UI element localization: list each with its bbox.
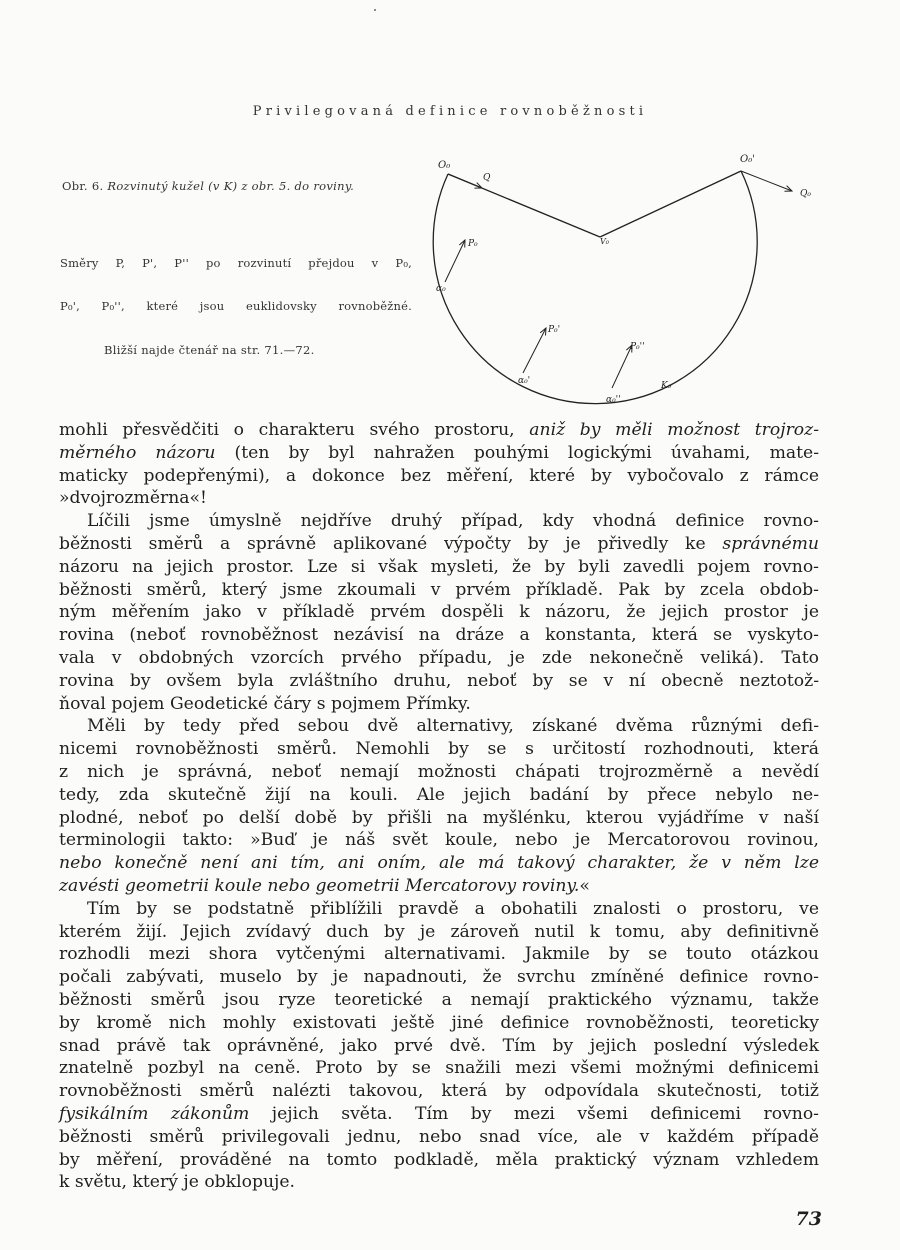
text-segment: počali zabývati, muselo by je napadnouti, že svrchu zmíněné definice rovno- [59, 967, 819, 988]
text-segment: rovnoběžnosti směrů nalézti takovou, která by odpovídala skutečnosti, totiž [59, 1081, 819, 1102]
text-segment: rozhodli mezi shora vytčenými alternativami. Jakmile by se touto otázkou [59, 944, 819, 965]
running-head: Privilegovaná definice rovnoběžnosti [252, 104, 648, 119]
label-q: Q [483, 173, 491, 183]
text-segment: běžnosti směrů, který jsme zkoumali v prvém příkladě. Pak by zcela obdob- [59, 579, 819, 600]
text-segment: (ten by byl nahražen pouhými logickými úvahami, mate- [215, 442, 820, 463]
label-p0-prime: P₀' [548, 325, 561, 335]
text-segment: plodné, neboť po delší době by přišli na myšlénku, kterou vyjádříme v naší [59, 807, 819, 828]
text-line [59, 465, 819, 488]
figure-caption-line-2: P₀', P₀'', které jsou euklidovsky rovnoběžné. [60, 299, 412, 313]
text-segment: Měli by tedy před sebou dvě alternativy, získané dvěma různými defi- [87, 716, 819, 737]
text-line [59, 761, 819, 784]
figure-caption-note: Bližší najde čtenář na str. 71.—72. [104, 343, 315, 357]
figure-caption-line-1: Směry P, P', P'' po rozvinutí přejdou v P₀, [60, 256, 412, 270]
text-line [59, 510, 819, 533]
figure-number: Obr. 6. [62, 179, 108, 193]
text-segment: názoru na jejich prostor. Lze si však mysleti, že by byli zavedli pojem rovno- [59, 556, 819, 577]
text-line [59, 807, 819, 830]
italic-text: správnému [722, 533, 819, 554]
text-line [59, 693, 819, 716]
text-line [59, 898, 819, 921]
text-segment: Líčili jsme úmyslně nejdříve druhý případ, kdy vhodná definice rovno- [87, 511, 819, 532]
text-segment: rovina (neboť rovnoběžnost nezávisí na dráze a konstanta, která se vyskyto- [59, 625, 819, 646]
text-segment: by kromě nich mohly existovati ještě jiné definice rovnoběžnosti, teoreticky [59, 1012, 819, 1033]
text-line [59, 1012, 819, 1035]
body-text [59, 419, 819, 1194]
text-line [59, 601, 819, 624]
label-p0-double-prime: P₀'' [630, 342, 645, 352]
label-alpha0: α₀ [436, 284, 446, 294]
text-segment: terminologii takto: »Buď je náš svět koule, nebo je Mercatorovou rovinou, [59, 830, 819, 851]
text-segment: kterém žijí. Jejich zvídavý duch by je zároveň nutil k tomu, aby definitivně [59, 921, 819, 942]
text-segment: ňoval pojem Geodetické čáry s pojmem Přímky. [59, 693, 471, 714]
text-segment: ným měřením jako v příkladě prvém dospěli k názoru, že jejich prostor je [59, 602, 819, 623]
label-alpha0-prime: α₀' [518, 376, 531, 386]
text-line [59, 1103, 819, 1126]
text-line [59, 738, 819, 761]
italic-text: nebo konečně není ani tím, ani oním, ale má takový charakter, že v něm lze [59, 853, 819, 874]
text-line [59, 556, 819, 579]
direction-q-arrow [448, 174, 482, 188]
text-segment: maticky podepřenými), a dokonce bez měření, které by vybočovalo z rámce [59, 465, 819, 486]
text-segment: k světu, který je obklopuje. [59, 1172, 295, 1193]
label-alpha0-double-prime: α₀'' [606, 395, 621, 405]
text-segment: nicemi rovnoběžnosti směrů. Nemohli by se s určitostí rozhodnouti, která [59, 739, 819, 760]
direction-p0-arrow [445, 240, 465, 282]
text-line [59, 875, 819, 898]
text-line [59, 647, 819, 670]
label-q0: Q₀ [800, 189, 811, 199]
text-segment: běžnosti směrů jsou ryze teoretické a nemají praktického významu, takže [59, 989, 819, 1010]
text-line [59, 487, 819, 510]
text-line [59, 989, 819, 1012]
italic-text: fysikálním zákonům [59, 1103, 250, 1124]
text-line [59, 442, 819, 465]
print-speck [374, 9, 376, 11]
italic-text: měrného názoru [59, 442, 216, 463]
text-segment: vala v obdobných vzorcích prvého případu, je zde nekonečně veliká). Tato [59, 647, 819, 668]
direction-p0p-arrow [523, 328, 546, 373]
unrolled-cone-figure [420, 140, 820, 420]
text-line [59, 1080, 819, 1103]
text-segment: Tím by se podstatně přiblížili pravdě a obohatili znalosti o prostoru, ve [87, 898, 819, 919]
text-segment: mohli přesvědčiti o charakteru svého prostoru, [59, 420, 530, 440]
label-v0: V₀ [600, 237, 609, 246]
italic-text: aniž by měli možnost trojroz- [529, 420, 819, 440]
text-line [59, 1057, 819, 1080]
text-line [59, 943, 819, 966]
text-segment: znatelně pozbyl na ceně. Proto by se snažili mezi všemi možnými definicemi [59, 1058, 819, 1079]
figure-caption-title [62, 179, 354, 193]
text-segment: by měření, prováděné na tomto podkladě, měla praktický význam vzhledem [59, 1149, 819, 1170]
text-segment: « [579, 875, 590, 896]
label-p0: P₀ [468, 239, 478, 249]
text-line [59, 829, 819, 852]
text-line [59, 784, 819, 807]
direction-p0pp-arrow [612, 345, 632, 388]
text-segment: z nich je správná, neboť nemají možnosti chápati trojrozměrně a nevědí [59, 761, 819, 782]
italic-text: zavésti geometrii koule nebo geometrii Mercatorovy roviny. [59, 875, 580, 896]
text-segment: snad právě tak oprávněné, jako prvé dvě. Tím by jejich poslední výsledek [59, 1035, 819, 1056]
figure-title: Rozvinutý kužel (v K) z obr. 5. do roviny. [107, 179, 355, 193]
text-line [59, 715, 819, 738]
text-segment: »dvojrozměrna«! [59, 488, 207, 509]
text-line [59, 670, 819, 693]
label-o0-prime: O₀' [740, 154, 755, 165]
text-line [59, 579, 819, 602]
text-line [59, 1126, 819, 1149]
page-number: 73 [795, 1208, 822, 1230]
text-segment: tedy, zda skutečně žijí na kouli. Ale jejich badání by přece nebylo ne- [59, 784, 819, 805]
label-k0: K₀ [661, 381, 672, 391]
text-line [59, 852, 819, 875]
text-line [59, 419, 819, 442]
text-line [59, 533, 819, 556]
text-line [59, 1171, 819, 1194]
sector-arc [433, 171, 757, 404]
label-o0: O₀ [438, 160, 451, 171]
text-segment: rovina by ovšem byla zvláštního druhu, neboť by se v ní obecně neztotož- [59, 670, 819, 691]
text-line [59, 1149, 819, 1172]
text-segment: jejich světa. Tím by mezi všemi definicemi rovno- [249, 1103, 819, 1124]
text-line [59, 966, 819, 989]
text-segment: běžnosti směrů privilegovali jednu, nebo snad více, ale v každém případě [59, 1126, 819, 1147]
text-line [59, 1035, 819, 1058]
text-line [59, 624, 819, 647]
sector-edge-right [600, 171, 741, 237]
text-segment: běžnosti směrů a správně aplikované výpočty by je přivedly ke [59, 533, 723, 554]
text-line [59, 921, 819, 944]
